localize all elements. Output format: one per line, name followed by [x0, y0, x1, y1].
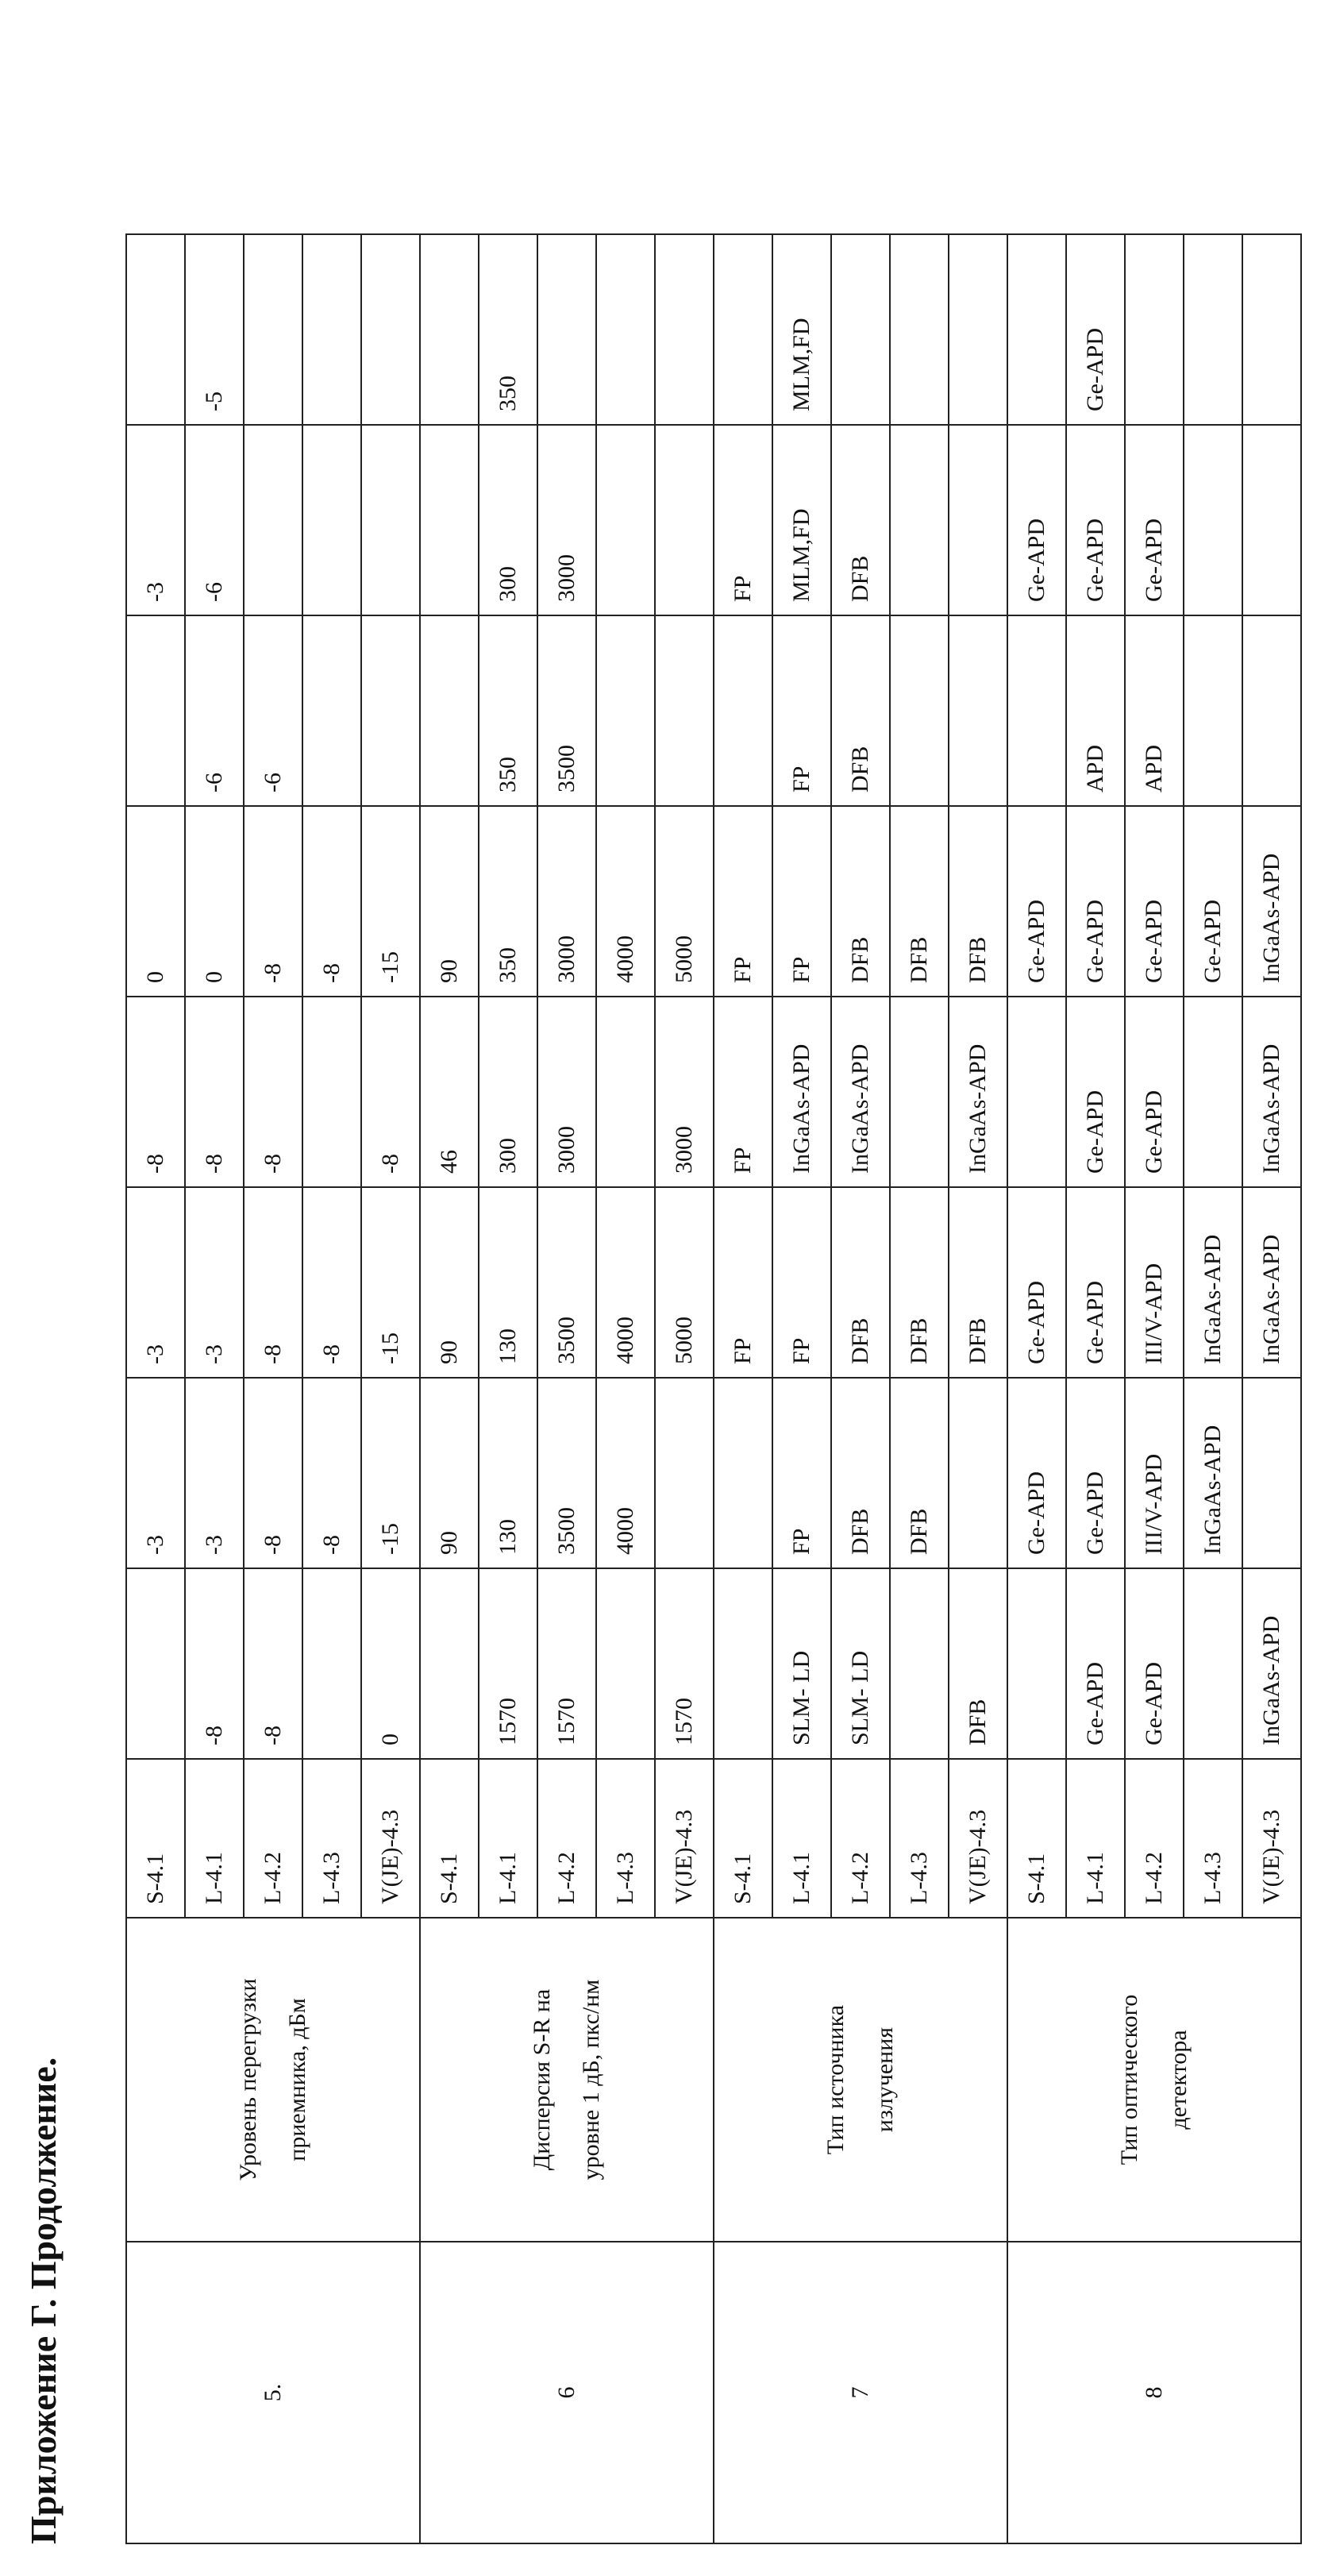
value-cell	[1007, 1568, 1066, 1759]
value-cell: Ge-APD	[1066, 997, 1125, 1187]
application-code: V(JE)-4.3	[655, 1759, 714, 1918]
value-cell: Ge-APD	[1066, 234, 1125, 425]
value-cell	[1242, 234, 1301, 425]
application-code: V(JE)-4.3	[949, 1759, 1007, 1918]
value-cell: Ge-APD	[1125, 997, 1184, 1187]
value-cell: -3	[185, 1378, 244, 1568]
value-cell: -8	[244, 1568, 302, 1759]
value-cell: 3500	[537, 615, 596, 806]
value-cell	[949, 425, 1007, 615]
section-number: 5.	[126, 2242, 420, 2543]
value-cell	[596, 425, 655, 615]
value-cell: InGaAs-APD	[1184, 1378, 1242, 1568]
value-cell: FP	[714, 425, 772, 615]
value-cell: -8	[126, 997, 185, 1187]
value-cell	[126, 615, 185, 806]
value-cell	[655, 1378, 714, 1568]
value-cell: 350	[479, 806, 537, 997]
value-cell	[655, 425, 714, 615]
value-cell: 130	[479, 1187, 537, 1378]
value-cell: 130	[479, 1378, 537, 1568]
application-code: S-4.1	[420, 1759, 479, 1918]
value-cell: APD	[1066, 615, 1125, 806]
value-cell: -6	[185, 425, 244, 615]
application-code: L-4.3	[890, 1759, 949, 1918]
value-cell	[1242, 615, 1301, 806]
value-cell	[714, 1378, 772, 1568]
value-cell: InGaAs-APD	[1242, 806, 1301, 997]
value-cell	[596, 997, 655, 1187]
value-cell: -3	[126, 1378, 185, 1568]
value-cell: DFB	[831, 1187, 890, 1378]
value-cell: 90	[420, 1378, 479, 1568]
value-cell: Ge-APD	[1007, 425, 1066, 615]
parameter-name-line: детектора	[1165, 2030, 1192, 2130]
value-cell: -3	[185, 1187, 244, 1378]
value-cell: Ge-APD	[1125, 425, 1184, 615]
value-cell: InGaAs-APD	[949, 997, 1007, 1187]
value-cell	[714, 1568, 772, 1759]
value-cell: -8	[302, 1378, 361, 1568]
value-cell	[890, 1568, 949, 1759]
application-code: L-4.1	[479, 1759, 537, 1918]
value-cell: 90	[420, 806, 479, 997]
value-cell: DFB	[831, 1378, 890, 1568]
value-cell	[714, 234, 772, 425]
value-cell	[420, 234, 479, 425]
value-cell: III/V-APD	[1125, 1378, 1184, 1568]
value-cell: InGaAs-APD	[772, 997, 831, 1187]
value-cell: InGaAs-APD	[831, 997, 890, 1187]
value-cell: InGaAs-APD	[1242, 997, 1301, 1187]
value-cell: Ge-APD	[1125, 1568, 1184, 1759]
value-cell: InGaAs-APD	[1242, 1568, 1301, 1759]
application-code: L-4.1	[1066, 1759, 1125, 1918]
value-cell: 350	[479, 234, 537, 425]
parameter-name-line: уровне 1 дБ, пкс/нм	[578, 1979, 604, 2181]
value-cell	[361, 615, 420, 806]
value-cell: -8	[185, 997, 244, 1187]
application-code: L-4.2	[244, 1759, 302, 1918]
value-cell: 5000	[655, 1187, 714, 1378]
application-code: L-4.1	[772, 1759, 831, 1918]
value-cell: -8	[244, 806, 302, 997]
value-cell	[1184, 615, 1242, 806]
value-cell: Ge-APD	[1066, 1378, 1125, 1568]
value-cell: APD	[1125, 615, 1184, 806]
value-cell: Ge-APD	[1125, 806, 1184, 997]
parameter-name-line: Тип оптического	[1116, 1994, 1142, 2165]
value-cell	[1184, 1568, 1242, 1759]
application-code: L-4.3	[596, 1759, 655, 1918]
value-cell: DFB	[949, 1187, 1007, 1378]
table-row	[420, 234, 479, 2543]
value-cell	[890, 425, 949, 615]
value-cell	[890, 615, 949, 806]
value-cell	[1007, 234, 1066, 425]
parameter-name-line: излучения	[872, 2026, 898, 2133]
parameter-name-line: Тип источника	[822, 2004, 849, 2155]
value-cell	[949, 234, 1007, 425]
value-cell: DFB	[890, 1187, 949, 1378]
value-cell: Ge-APD	[1066, 806, 1125, 997]
value-cell	[126, 1568, 185, 1759]
value-cell	[1184, 997, 1242, 1187]
application-code: S-4.1	[714, 1759, 772, 1918]
value-cell: MLM,FD	[772, 425, 831, 615]
table-row	[714, 234, 772, 2543]
value-cell: III/V-APD	[1125, 1187, 1184, 1378]
value-cell	[949, 615, 1007, 806]
table-body	[126, 234, 1301, 2543]
section-number: 7	[714, 2242, 1007, 2543]
value-cell: -8	[302, 1187, 361, 1378]
section-number: 8	[1007, 2242, 1301, 2543]
value-cell: Ge-APD	[1007, 806, 1066, 997]
value-cell	[714, 615, 772, 806]
value-cell: 4000	[596, 1378, 655, 1568]
value-cell: DFB	[831, 425, 890, 615]
value-cell: 3500	[537, 1187, 596, 1378]
value-cell: FP	[714, 806, 772, 997]
value-cell: -3	[126, 425, 185, 615]
value-cell: 1570	[537, 1568, 596, 1759]
parameter-name	[126, 1918, 420, 2242]
value-cell	[420, 1568, 479, 1759]
value-cell: 4000	[596, 1187, 655, 1378]
value-cell	[1125, 234, 1184, 425]
value-cell	[596, 1568, 655, 1759]
value-cell: FP	[772, 615, 831, 806]
value-cell	[1184, 425, 1242, 615]
value-cell: Ge-APD	[1007, 1378, 1066, 1568]
specifications-table	[125, 233, 1302, 2544]
value-cell: FP	[714, 997, 772, 1187]
value-cell: -8	[244, 997, 302, 1187]
value-cell: -6	[185, 615, 244, 806]
value-cell: -8	[302, 806, 361, 997]
value-cell: -3	[126, 1187, 185, 1378]
value-cell	[361, 425, 420, 615]
value-cell: Ge-APD	[1066, 425, 1125, 615]
application-code: S-4.1	[1007, 1759, 1066, 1918]
table-row	[126, 234, 185, 2543]
value-cell	[244, 425, 302, 615]
value-cell: -15	[361, 1187, 420, 1378]
value-cell	[949, 1378, 1007, 1568]
value-cell	[302, 1568, 361, 1759]
value-cell: -6	[244, 615, 302, 806]
value-cell: 0	[361, 1568, 420, 1759]
value-cell: InGaAs-APD	[1184, 1187, 1242, 1378]
value-cell	[420, 615, 479, 806]
value-cell: 1570	[479, 1568, 537, 1759]
value-cell: -5	[185, 234, 244, 425]
value-cell	[361, 234, 420, 425]
application-code: L-4.3	[1184, 1759, 1242, 1918]
value-cell	[1007, 615, 1066, 806]
value-cell	[1184, 234, 1242, 425]
value-cell: MLM,FD	[772, 234, 831, 425]
value-cell: 3500	[537, 1378, 596, 1568]
value-cell	[302, 615, 361, 806]
value-cell: -8	[185, 1568, 244, 1759]
application-code: L-4.1	[185, 1759, 244, 1918]
value-cell: 3000	[537, 425, 596, 615]
value-cell: 90	[420, 1187, 479, 1378]
value-cell: DFB	[890, 1378, 949, 1568]
application-code: L-4.2	[831, 1759, 890, 1918]
value-cell	[1007, 997, 1066, 1187]
value-cell: DFB	[949, 806, 1007, 997]
value-cell	[655, 234, 714, 425]
parameter-name	[1007, 1918, 1301, 2242]
value-cell	[1242, 425, 1301, 615]
value-cell: SLM- LD	[831, 1568, 890, 1759]
value-cell: DFB	[949, 1568, 1007, 1759]
value-cell: 1570	[655, 1568, 714, 1759]
value-cell: DFB	[831, 806, 890, 997]
value-cell: FP	[772, 1187, 831, 1378]
value-cell	[890, 997, 949, 1187]
application-code: S-4.1	[126, 1759, 185, 1918]
value-cell	[655, 615, 714, 806]
value-cell: 0	[185, 806, 244, 997]
value-cell: 5000	[655, 806, 714, 997]
value-cell: FP	[714, 1187, 772, 1378]
value-cell: FP	[772, 1378, 831, 1568]
parameter-name-line: Уровень перегрузки	[235, 1978, 261, 2181]
value-cell: 3000	[537, 997, 596, 1187]
value-cell: 4000	[596, 806, 655, 997]
value-cell: Ge-APD	[1184, 806, 1242, 997]
value-cell: DFB	[831, 615, 890, 806]
application-code: L-4.2	[1125, 1759, 1184, 1918]
section-number: 6	[420, 2242, 714, 2543]
parameter-name	[420, 1918, 714, 2242]
value-cell: 300	[479, 425, 537, 615]
value-cell: FP	[772, 806, 831, 997]
value-cell: -8	[361, 997, 420, 1187]
value-cell	[420, 425, 479, 615]
application-code: V(JE)-4.3	[361, 1759, 420, 1918]
parameter-name-line: приемника, дБм	[284, 1998, 310, 2161]
value-cell: 3000	[655, 997, 714, 1187]
value-cell	[126, 234, 185, 425]
value-cell: 300	[479, 997, 537, 1187]
value-cell	[1242, 1378, 1301, 1568]
value-cell: 350	[479, 615, 537, 806]
value-cell: 46	[420, 997, 479, 1187]
application-code: V(JE)-4.3	[1242, 1759, 1301, 1918]
value-cell: Ge-APD	[1007, 1187, 1066, 1378]
value-cell: -15	[361, 1378, 420, 1568]
value-cell	[302, 997, 361, 1187]
value-cell: DFB	[890, 806, 949, 997]
value-cell: 0	[126, 806, 185, 997]
value-cell	[596, 234, 655, 425]
appendix-heading: Приложение Г. Продолжение.	[23, 2057, 64, 2544]
table-row	[1007, 234, 1066, 2543]
value-cell: -8	[244, 1378, 302, 1568]
value-cell	[302, 425, 361, 615]
value-cell: 3000	[537, 806, 596, 997]
value-cell	[831, 234, 890, 425]
value-cell: Ge-APD	[1066, 1568, 1125, 1759]
value-cell	[244, 234, 302, 425]
application-code: L-4.3	[302, 1759, 361, 1918]
value-cell	[537, 234, 596, 425]
parameter-name	[714, 1918, 1007, 2242]
value-cell	[890, 234, 949, 425]
value-cell: -8	[244, 1187, 302, 1378]
value-cell: InGaAs-APD	[1242, 1187, 1301, 1378]
value-cell	[302, 234, 361, 425]
application-code: L-4.2	[537, 1759, 596, 1918]
value-cell: -15	[361, 806, 420, 997]
value-cell: SLM- LD	[772, 1568, 831, 1759]
value-cell: Ge-APD	[1066, 1187, 1125, 1378]
value-cell	[596, 615, 655, 806]
parameter-name-line: Дисперсия S-R на	[529, 1988, 555, 2171]
